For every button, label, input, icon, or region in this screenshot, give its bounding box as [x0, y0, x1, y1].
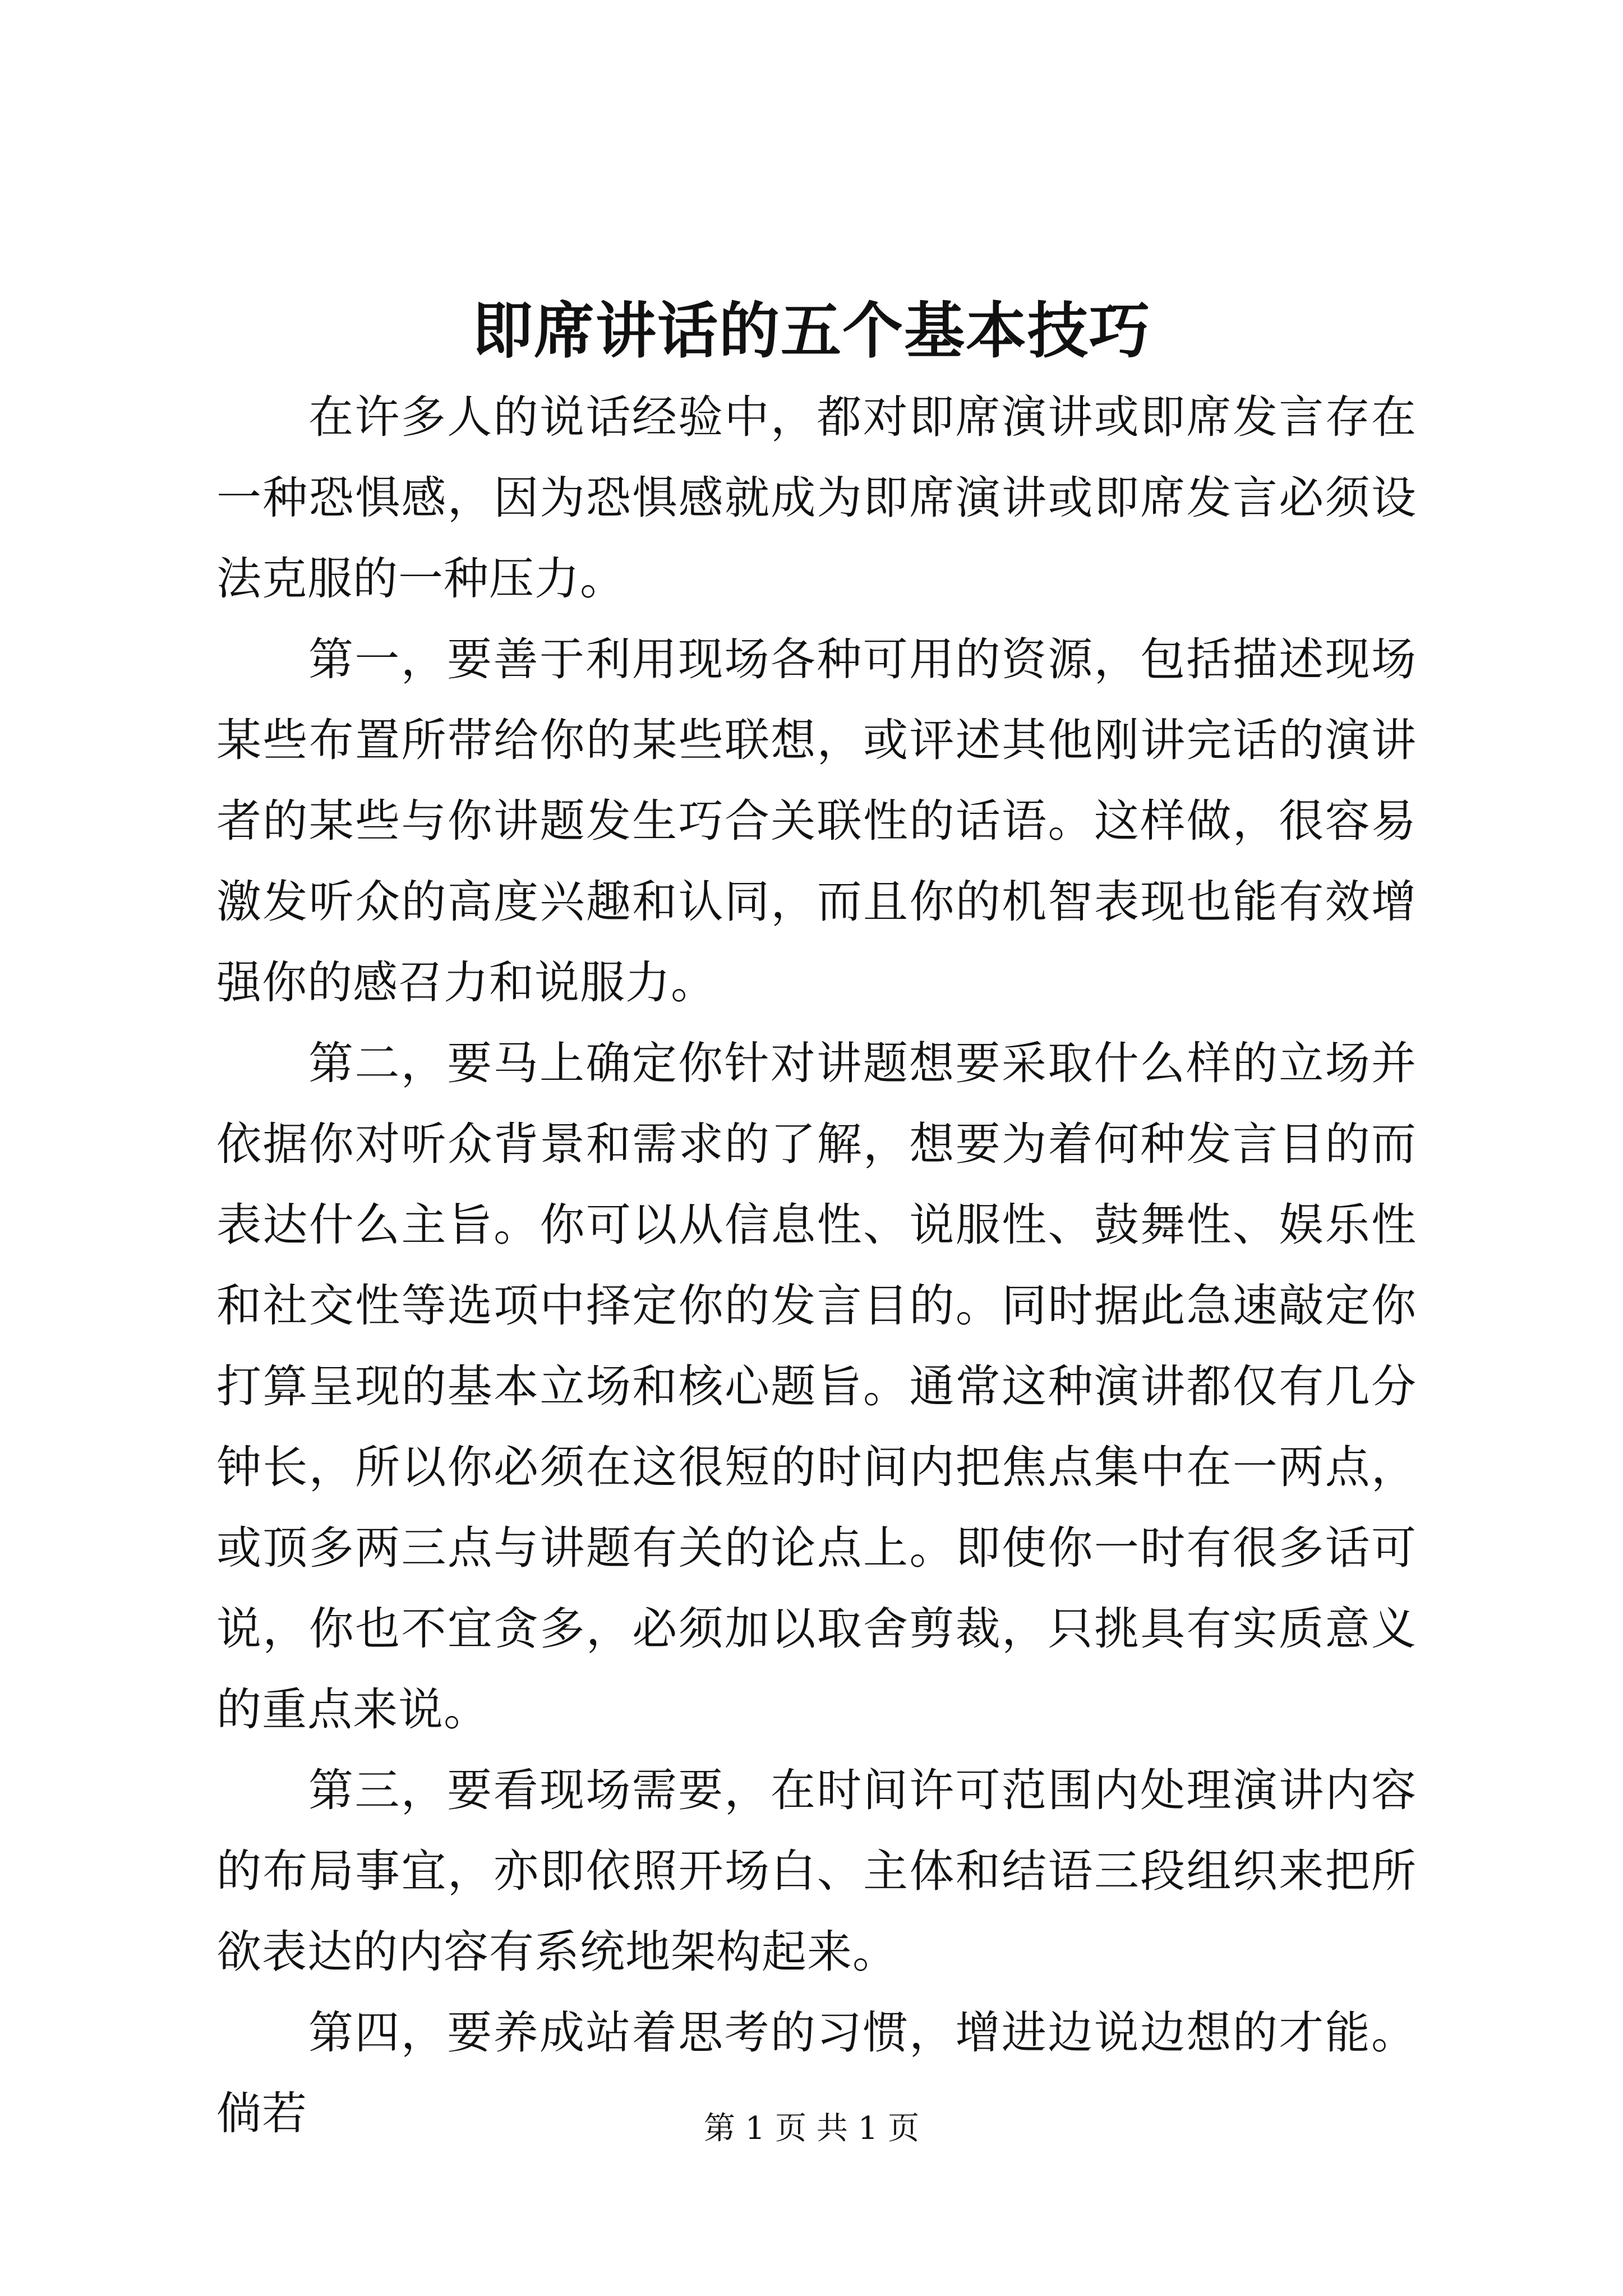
paragraph-second-tip: 第二，要马上确定你针对讲题想要采取什么样的立场并依据你对听众背景和需求的了解，想要为着何种发言目的而表达什么主旨。你可以从信息性、说服性、鼓舞性、娱乐性和社交性等选项中择定你的发言目的。同时据此急速敲定你打算呈现的基本立场和核心题旨。通常这种演讲都仅有几分钟长，所以你必须在这很短的时间内把焦点集中在一两点，或顶多两三点与讲题有关的论点上。即使你一时有很多话可说，你也不宜贪多，必须加以取舍剪裁，只挑具有实质意义的重点来说。 — [216, 1037, 1417, 1736]
paragraph-fourth-tip: 第四，要养成站着思考的习惯，增进边说边想的才能。倘若 — [216, 2007, 1417, 2139]
paragraph-third-tip: 第三，要看现场需要，在时间许可范围内处理演讲内容的布局事宜，亦即依照开场白、主体和结语三段组织来把所欲表达的内容有系统地架构起来。 — [216, 1764, 1417, 1978]
document-body — [216, 377, 1417, 2154]
page-number-footer: 第 1 页 共 1 页 — [703, 2110, 920, 2147]
document-title: 即席讲话的五个基本技巧 — [472, 296, 1151, 366]
paragraph-first-tip: 第一，要善于利用现场各种可用的资源，包括描述现场某些布置所带给你的某些联想，或评述其他刚讲完话的演讲者的某些与你讲题发生巧合关联性的话语。这样做，很容易激发听众的高度兴趣和认同，而且你的机智表现也能有效增强你的感召力和说服力。 — [216, 633, 1417, 1009]
paragraph-intro: 在许多人的说话经验中，都对即席演讲或即席发言存在一种恐惧感，因为恐惧感就成为即席演讲或即席发言必须设法克服的一种压力。 — [216, 391, 1417, 605]
